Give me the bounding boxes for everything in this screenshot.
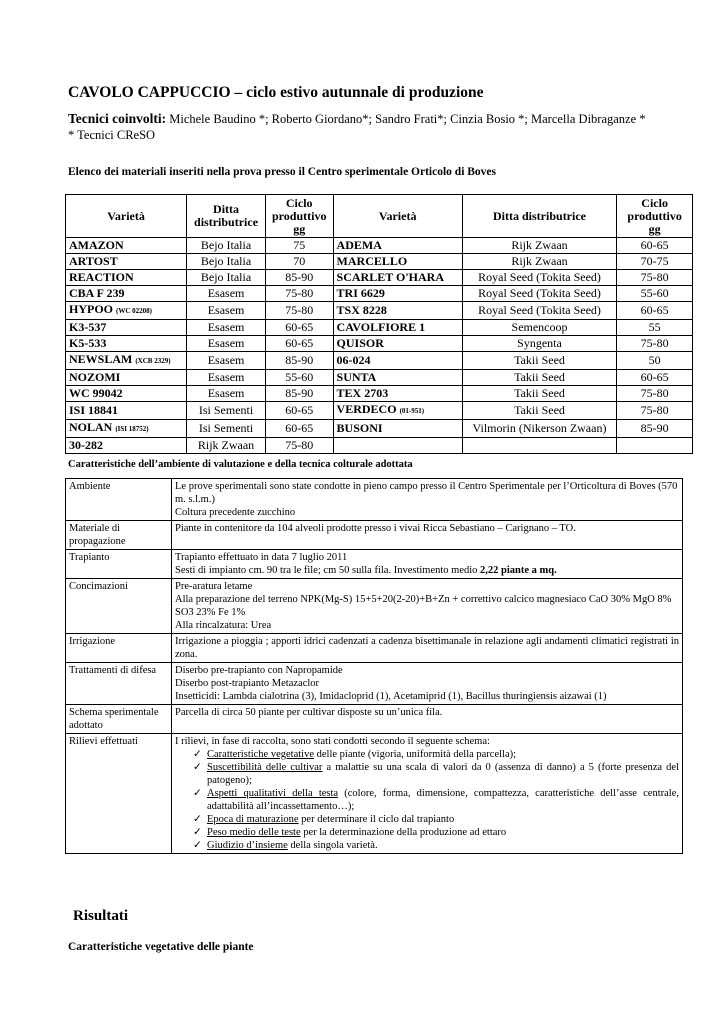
checkmark-icon: ✓ [193,827,202,838]
row-label: Irrigazione [66,634,172,663]
text-line: Insetticidi: Lambda cialotrina (3), Imidacloprid (1), Acetamiprid (1), Bacillus thuringiensis aizawai (1) [175,691,607,702]
materials-table [65,194,693,454]
row-content [172,479,683,521]
item-text: per la determinazione della produzione ad ettaro [300,827,507,838]
variety-cell [66,352,187,370]
variety-name: 30-282 [69,438,103,452]
distributor-cell: Esasem [187,370,266,386]
tecnici-footnote: * Tecnici CReSO [68,128,156,142]
variety-code: (ISI 18752) [115,425,149,433]
variety-cell [66,438,187,454]
table-row [66,386,693,402]
variety-name: TRI 6629 [336,286,385,300]
table-row [66,336,693,352]
variety-cell [66,402,187,420]
page-title: CAVOLO CAPPUCCIO – ciclo estivo autunnale di produzione [68,84,484,101]
variety-name: BUSONI [336,421,383,435]
distributor-cell: Esasem [187,320,266,336]
item-term: Caratteristiche vegetative [207,749,314,760]
distributor-cell: Esasem [187,386,266,402]
row-content [172,521,683,550]
tecnici-label: Tecnici coinvolti: [68,111,167,126]
schema-row [66,705,683,734]
variety-name: NOLAN [69,420,113,434]
distributor-cell: Takii Seed [462,352,616,370]
variety-cell [333,254,462,270]
variety-name: SUNTA [336,370,377,384]
variety-name: ADEMA [336,238,382,252]
distributor-cell: Takii Seed [462,386,616,402]
tecnici-names: Michele Baudino *; Roberto Giordano*; Sandro Frati*; Cinzia Bosio *; Marcella Dibraganze * [166,112,646,126]
variety-name: K3-537 [69,320,107,334]
item-text: per determinare il ciclo dal trapianto [298,814,455,825]
row-label: Trapianto [66,550,172,579]
variety-name: WC 99042 [69,386,123,400]
row-label: Schema sperimentale adottato [66,705,172,734]
text-line: Diserbo pre-trapianto con Napropamide [175,665,343,676]
variety-cell [333,336,462,352]
elenco-heading: Elenco dei materiali inseriti nella prova presso il Centro sperimentale Orticolo di Boves [68,166,497,178]
text-line: I rilievi, in fase di raccolta, sono stati condotti secondo il seguente schema: [175,736,490,747]
table-row [66,320,693,336]
distributor-cell: Esasem [187,286,266,302]
row-content [172,663,683,705]
table-row [66,238,693,254]
row-label: Rilievi effettuati [66,734,172,854]
item-text: (colore, forma, dimensione, compattezza, caratteristiche dell’asse centrale, adattabilità all’incassettamento…); [207,788,679,812]
distributor-cell: Royal Seed (Tokita Seed) [462,302,616,320]
table-row [66,402,693,420]
variety-cell [66,238,187,254]
conditions-table [65,478,683,854]
text-line: Trapianto effettuato in data 7 luglio 2011 [175,552,348,563]
distributor-cell: Takii Seed [462,402,616,420]
table-row [66,420,693,438]
cycle-cell: 60-65 [617,302,693,320]
checkmark-icon: ✓ [193,749,202,760]
cycle-cell: 85-90 [265,352,333,370]
variety-cell [333,438,462,454]
trattamenti-row [66,663,683,705]
variety-cell [333,320,462,336]
item-term: Aspetti qualitativi della testa [207,788,339,799]
cycle-cell: 75 [265,238,333,254]
text-line: Diserbo post-trapianto Metazaclor [175,678,320,689]
cycle-cell: 75-80 [617,336,693,352]
variety-cell [333,402,462,420]
variety-name: ARTOST [69,254,118,268]
checkmark-icon: ✓ [193,840,202,851]
variety-name: SCARLET O'HARA [336,270,445,284]
variety-cell [66,254,187,270]
distributor-cell: Bejo Italia [187,270,266,286]
item-term: Peso medio delle teste [207,827,301,838]
row-content [172,579,683,634]
rilievi-item [185,787,679,813]
text-line: Irrigazione a pioggia ; apporti idrici cadenzati a cadenza bisettimanale in relazione agli andamenti climatici registrati in zona. [175,636,679,660]
distributor-cell: Rijk Zwaan [187,438,266,454]
distributor-cell: Vilmorin (Nikerson Zwaan) [462,420,616,438]
cycle-cell: 55-60 [617,286,693,302]
materials-header-row [66,195,693,238]
distributor-cell: Isi Sementi [187,420,266,438]
header-cell: Ciclo produttivo gg [265,195,333,238]
distributor-cell: Syngenta [462,336,616,352]
cycle-cell: 85-90 [617,420,693,438]
row-content [172,550,683,579]
table-row [66,370,693,386]
cycle-cell: 70 [265,254,333,270]
text-part: Sesti di impianto cm. 90 tra le file; cm 50 sulla fila. Investimento medio [175,565,481,576]
tecnici-coinvolti [68,111,668,143]
cycle-cell: 75-80 [265,438,333,454]
text-line: Coltura precedente zucchino [175,507,296,518]
caratteristiche-heading: Caratteristiche dell’ambiente di valutazione e della tecnica colturale adottata [68,459,413,470]
row-content [172,634,683,663]
row-content [172,734,683,854]
variety-name: NEWSLAM [69,352,133,366]
cycle-cell: 75-80 [617,402,693,420]
cycle-cell: 85-90 [265,270,333,286]
text-line: Pre-aratura letame [175,581,253,592]
cycle-cell: 55-60 [265,370,333,386]
variety-name: VERDECO [336,402,397,416]
cycle-cell: 60-65 [617,370,693,386]
cycle-cell: 60-65 [617,238,693,254]
variety-cell [66,386,187,402]
variety-name: AMAZON [69,238,124,252]
ambiente-row [66,479,683,521]
distributor-cell [462,438,616,454]
distributor-cell: Esasem [187,352,266,370]
distributor-cell: Esasem [187,302,266,320]
table-row [66,302,693,320]
variety-cell [66,270,187,286]
distributor-cell: Royal Seed (Tokita Seed) [462,270,616,286]
cycle-cell: 50 [617,352,693,370]
row-label: Materiale di propagazione [66,521,172,550]
variety-cell [333,352,462,370]
trapianto-row [66,550,683,579]
concimazioni-row [66,579,683,634]
variety-cell [66,286,187,302]
variety-cell [333,302,462,320]
irrigazione-row [66,634,683,663]
checkmark-icon: ✓ [193,788,202,799]
variety-name: ISI 18841 [69,403,119,417]
variety-cell [66,320,187,336]
variety-cell [333,386,462,402]
row-label: Ambiente [66,479,172,521]
header-cell: Varietà [333,195,462,238]
cycle-cell: 85-90 [265,386,333,402]
variety-name: CBA F 239 [69,286,125,300]
text-line: Piante in contenitore da 104 alveoli prodotte presso i vivai Ricca Sebastiano – Carignano – TO. [175,523,576,534]
distributor-cell: Takii Seed [462,370,616,386]
cycle-cell: 75-80 [617,270,693,286]
variety-code: (01-951) [399,407,425,415]
row-label: Trattamenti di difesa [66,663,172,705]
text-line: Alla rincalzatura: Urea [175,620,272,631]
rilievi-item [185,839,679,852]
investment-value: 2,22 piante a mq. [480,565,557,576]
text-line: Le prove sperimentali sono state condotte in pieno campo presso il Centro Sperimentale per l’Orticoltura di Boves (570 m. s.l.m.) [175,481,678,505]
table-row [66,254,693,270]
variety-name: TEX 2703 [336,386,389,400]
cycle-cell: 75-80 [265,302,333,320]
variety-name: MARCELLO [336,254,408,268]
variety-code: (WC 02208) [116,307,152,315]
rilievi-item [185,748,679,761]
variety-name: REACTION [69,270,134,284]
cycle-cell: 60-65 [265,336,333,352]
table-row [66,286,693,302]
variety-cell [66,336,187,352]
item-text: della singola varietà. [287,840,378,851]
variety-cell [66,370,187,386]
rilievi-item [185,826,679,839]
variety-name: HYPOO [69,302,113,316]
materials-body [66,238,693,454]
checkmark-icon: ✓ [193,762,202,773]
table-row [66,438,693,454]
item-term: Suscettibilità delle cultivar [207,762,323,773]
item-text: delle piante (vigoria, uniformità della parcella); [314,749,517,760]
cycle-cell: 75-80 [617,386,693,402]
header-cell: Ditta distributrice [187,195,266,238]
row-content [172,705,683,734]
cycle-cell: 60-65 [265,320,333,336]
risultati-heading: Risultati [73,908,129,924]
variety-cell [333,270,462,286]
cycle-cell: 75-80 [265,286,333,302]
variety-cell [333,420,462,438]
distributor-cell: Rijk Zwaan [462,238,616,254]
header-cell: Ditta distributrice [462,195,616,238]
text-line [175,564,679,577]
variety-name: QUISOR [336,336,384,350]
variety-name: NOZOMI [69,370,121,384]
variety-name: TSX 8228 [336,303,387,317]
text-line: Alla preparazione del terreno NPK(Mg-S) 15+5+20(2-20)+B+Zn + correttivo calcico magnesiaco CaO 30% MgO 8% SO3 23% Fe 1% [175,594,672,618]
item-term: Giudizio d’insieme [207,840,288,851]
variety-cell [333,286,462,302]
distributor-cell: Esasem [187,336,266,352]
text-line: Parcella di circa 50 piante per cultivar disposte su un’unica fila. [175,707,443,718]
checkmark-icon: ✓ [193,814,202,825]
header-cell: Ciclo produttivo gg [617,195,693,238]
variety-name: CAVOLFIORE 1 [336,320,426,334]
rilievi-item [185,813,679,826]
variety-name: 06-024 [336,353,371,367]
caratteristiche-vegetative-heading: Caratteristiche vegetative delle piante [68,941,254,953]
rilievi-item [185,761,679,787]
materiale-row [66,521,683,550]
cycle-cell: 60-65 [265,402,333,420]
table-row [66,270,693,286]
cycle-cell: 70-75 [617,254,693,270]
cycle-cell [617,438,693,454]
distributor-cell: Bejo Italia [187,238,266,254]
distributor-cell: Semencoop [462,320,616,336]
variety-cell [66,420,187,438]
cycle-cell: 60-65 [265,420,333,438]
item-text: a malattie su una scala di valori da 0 (assenza di danno) a 5 (forte presenza del patogeno); [207,762,679,786]
rilievi-row [66,734,683,854]
row-label: Concimazioni [66,579,172,634]
variety-code: (XCB 2329) [135,357,171,365]
header-cell: Varietà [66,195,187,238]
variety-cell [333,238,462,254]
variety-cell [333,370,462,386]
variety-name: K5-533 [69,336,107,350]
distributor-cell: Rijk Zwaan [462,254,616,270]
cycle-cell: 55 [617,320,693,336]
distributor-cell: Isi Sementi [187,402,266,420]
distributor-cell: Royal Seed (Tokita Seed) [462,286,616,302]
table-row [66,352,693,370]
variety-cell [66,302,187,320]
distributor-cell: Bejo Italia [187,254,266,270]
item-term: Epoca di maturazione [207,814,299,825]
